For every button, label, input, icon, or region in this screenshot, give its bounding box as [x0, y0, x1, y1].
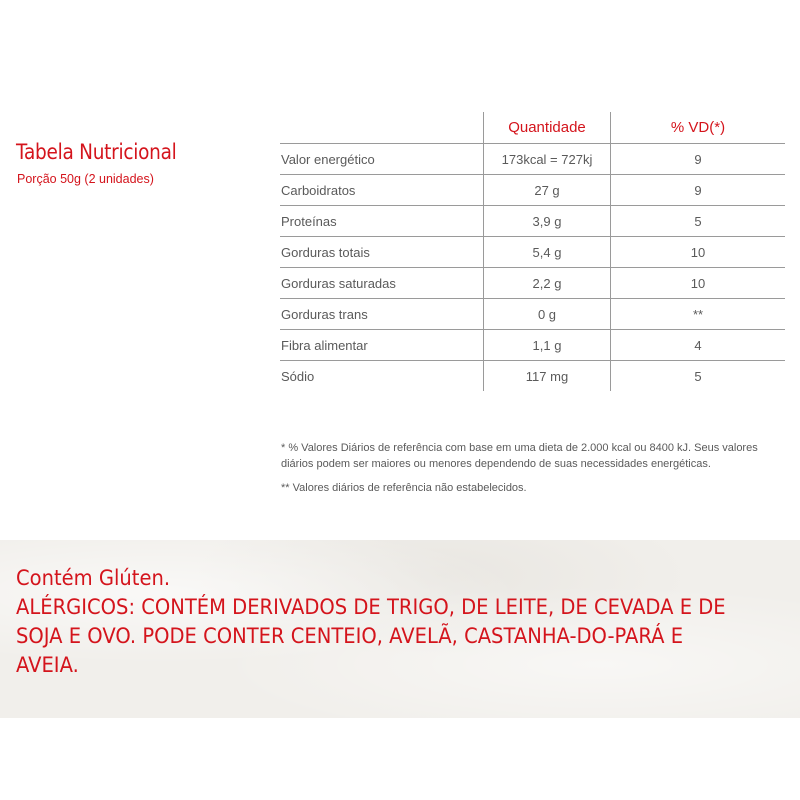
nutrient-name: Fibra alimentar [280, 330, 484, 361]
nutrient-dv: 10 [611, 268, 786, 299]
allergen-line: SOJA E OVO. PODE CONTER CENTEIO, AVELÃ, CASTANHA-DO-PARÁ E [16, 624, 684, 648]
table-row [280, 237, 785, 268]
nutrient-name: Gorduras trans [280, 299, 484, 330]
table-header-row [280, 112, 785, 144]
gluten-line: Contém Glúten. [16, 566, 171, 590]
table-row [280, 330, 785, 361]
table-row [280, 299, 785, 330]
table-row [280, 206, 785, 237]
nutrient-amount: 27 g [484, 175, 611, 206]
table-row [280, 175, 785, 206]
nutrient-dv: 9 [611, 144, 786, 175]
table-row [280, 268, 785, 299]
nutrient-dv: 5 [611, 361, 786, 392]
nutrient-amount: 2,2 g [484, 268, 611, 299]
nutrient-amount: 173kcal = 727kj [484, 144, 611, 175]
nutrient-name: Gorduras saturadas [280, 268, 484, 299]
allergen-line: ALÉRGICOS: CONTÉM DERIVADOS DE TRIGO, DE LEITE, DE CEVADA E DE [16, 595, 726, 619]
footnotes [281, 440, 786, 504]
nutrient-dv: ** [611, 299, 786, 330]
nutrient-amount: 3,9 g [484, 206, 611, 237]
allergen-line: AVEIA. [16, 653, 79, 677]
nutrient-name: Proteínas [280, 206, 484, 237]
nutrient-amount: 0 g [484, 299, 611, 330]
portion-label: Porção 50g (2 unidades) [17, 172, 154, 186]
header-quantity: Quantidade [484, 112, 611, 144]
table-row [280, 144, 785, 175]
nutrient-dv: 4 [611, 330, 786, 361]
footnote-not-established: ** Valores diários de referência não estabelecidos. [281, 482, 527, 494]
nutrition-title: Tabela Nutricional [16, 140, 177, 164]
nutrition-table [280, 112, 785, 391]
nutrient-name: Gorduras totais [280, 237, 484, 268]
nutrient-amount: 117 mg [484, 361, 611, 392]
header-nutrient [280, 112, 484, 144]
nutrient-dv: 10 [611, 237, 786, 268]
nutrient-name: Valor energético [280, 144, 484, 175]
nutrient-dv: 9 [611, 175, 786, 206]
nutrient-amount: 5,4 g [484, 237, 611, 268]
nutrient-amount: 1,1 g [484, 330, 611, 361]
nutrient-name: Carboidratos [280, 175, 484, 206]
nutrient-name: Sódio [280, 361, 484, 392]
header-daily-value: % VD(*) [611, 112, 786, 144]
footnote-daily-values: * % Valores Diários de referência com base em uma dieta de 2.000 kcal ou 8400 kJ. Seus valores diários podem ser maiores ou menores dependendo de suas necessidades energéticas. [281, 442, 758, 470]
allergen-statement [16, 564, 732, 680]
table-row [280, 361, 785, 392]
nutrient-dv: 5 [611, 206, 786, 237]
